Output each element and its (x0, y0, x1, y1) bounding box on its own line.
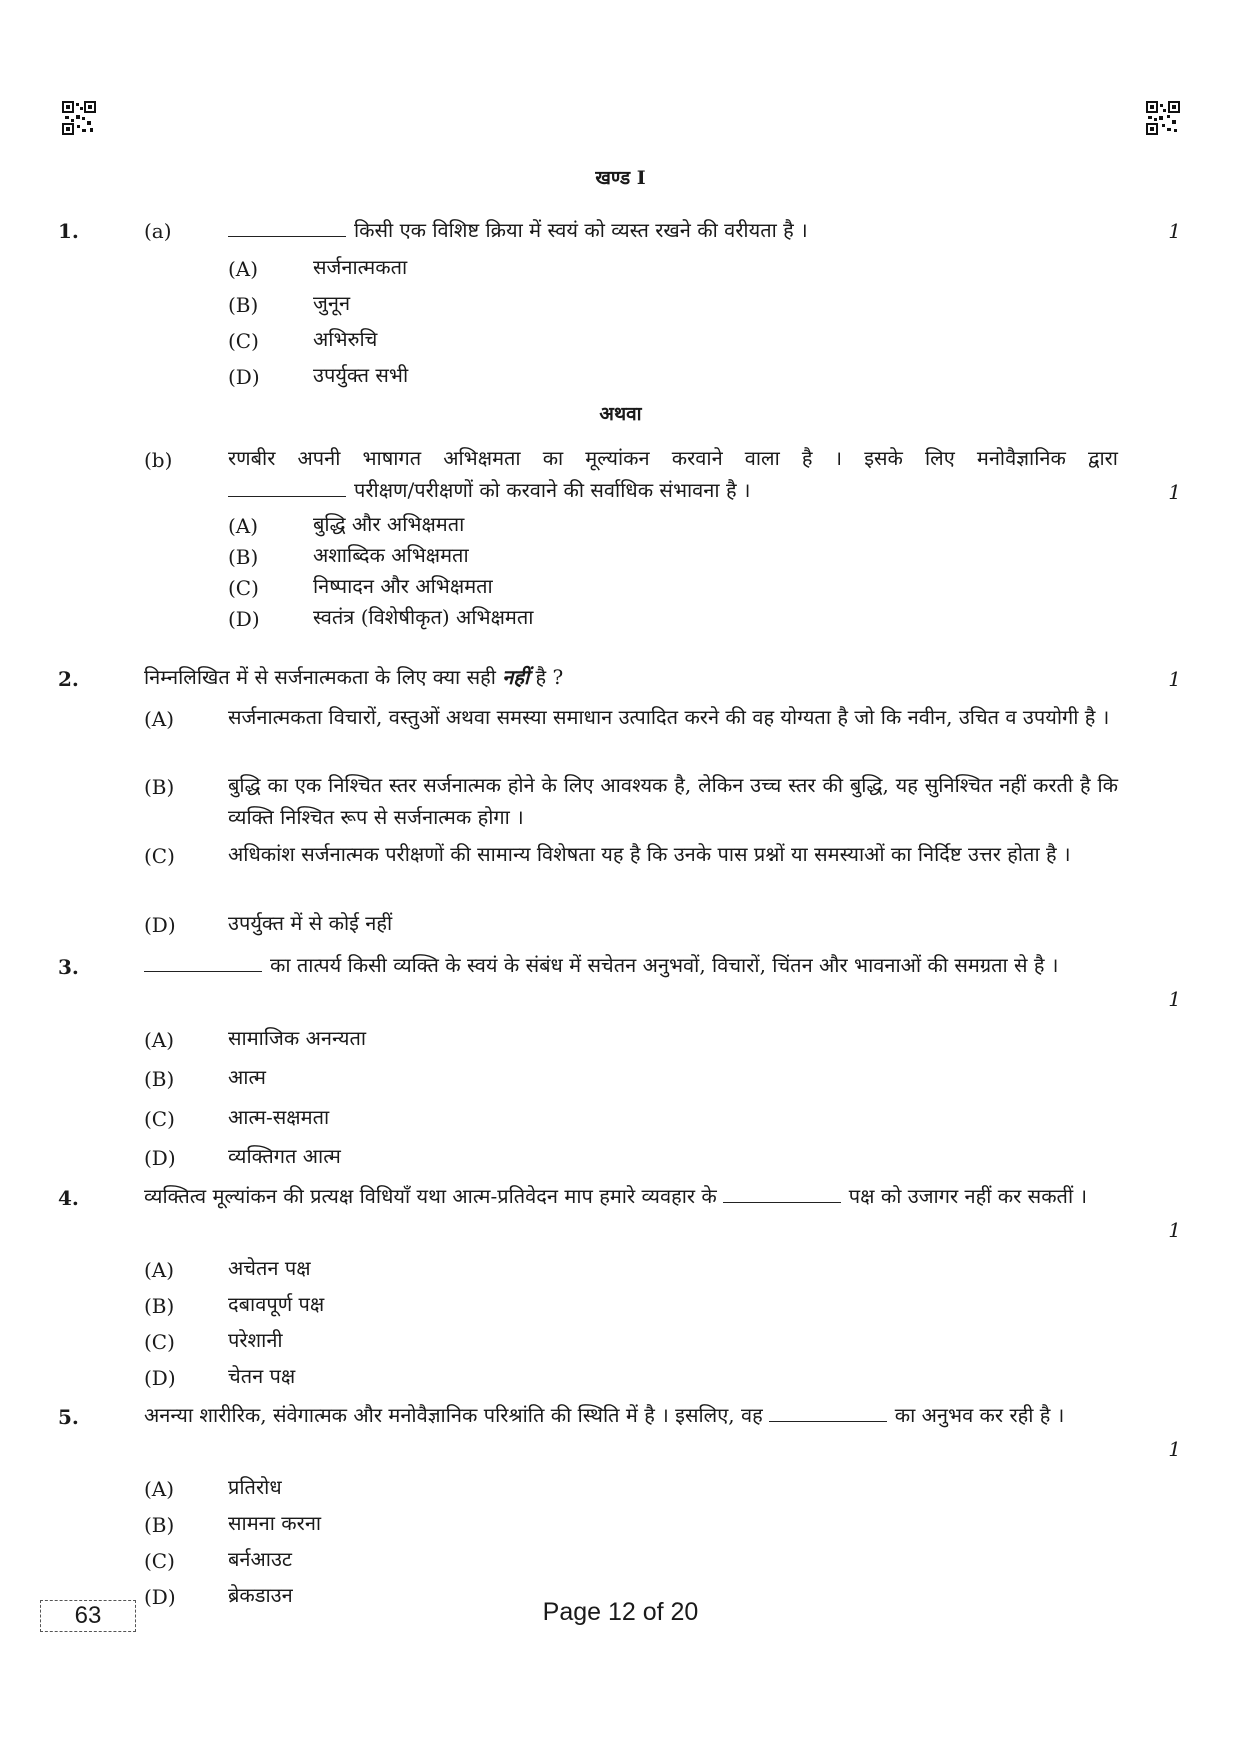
question-number: 2. (58, 667, 79, 691)
option-label: (B) (144, 1067, 175, 1091)
option-text: आत्म-सक्षमता (228, 1105, 330, 1129)
option-label: (D) (144, 1366, 176, 1390)
option-text: अभिरुचि (313, 327, 378, 351)
option-text: बर्नआउट (228, 1547, 292, 1571)
option-label: (A) (144, 1258, 175, 1282)
fill-blank (228, 478, 346, 497)
fill-blank (769, 1403, 887, 1422)
question-text: अनन्या शारीरिक, संवेगात्मक और मनोवैज्ञानिक परिश्रांति की स्थिति में है । इसलिए, वह का अनुभव कर रही है । (144, 1403, 1065, 1427)
question-number: 5. (58, 1405, 79, 1429)
option-text: परेशानी (228, 1328, 283, 1352)
option-text: चेतन पक्ष (228, 1364, 296, 1388)
qr-code-right (1146, 101, 1180, 135)
question-text: का तात्पर्य किसी व्यक्ति के स्वयं के संबंध में सचेतन अनुभवों, विचारों, चिंतन और भावनाओं की समग्रता से है । (144, 949, 1118, 981)
option-label: (C) (144, 1107, 175, 1131)
option-text: प्रतिरोध (228, 1475, 282, 1499)
option-text: उपर्युक्त में से कोई नहीं (228, 911, 393, 935)
question-number: 3. (58, 955, 79, 979)
option-text: सर्जनात्मकता विचारों, वस्तुओं अथवा समस्या समाधान उत्पादित करने की वह योग्यता है जो कि नवीन, उचित व उपयोगी है । (228, 705, 1110, 729)
question-number: 4. (58, 1186, 79, 1210)
option-label: (C) (144, 1330, 175, 1354)
fill-blank (723, 1184, 841, 1203)
option-text: ब्रेकडाउन (228, 1583, 293, 1607)
option-text: अधिकांश सर्जनात्मक परीक्षणों की सामान्य विशेषता यह है कि उनके पास प्रश्नों या समस्याओं का निर्दिष्ट उत्तर होता है । (228, 842, 1071, 866)
marks: 1 (1168, 1218, 1181, 1242)
option-text: सामाजिक अनन्यता (228, 1026, 367, 1050)
option-text: बुद्धि का एक निश्चित स्तर सर्जनात्मक होने के लिए आवश्यक है, लेकिन उच्च स्तर की बुद्धि, यह सुनिश्चित नहीं करती है कि व्यक्ति निश्चित रूप से सर्जनात्मक होगा । (228, 773, 1118, 829)
section-title: खण्ड I (595, 167, 646, 189)
page-number: Page 12 of 20 (542, 1598, 699, 1626)
option-label: (C) (228, 329, 259, 353)
marks: 1 (1168, 667, 1181, 691)
option-text: व्यक्तिगत आत्म (228, 1144, 341, 1168)
option-label: (C) (144, 1549, 175, 1573)
sub-question-label: (a) (144, 219, 172, 243)
option-label: (B) (144, 1294, 175, 1318)
option-label: (D) (144, 913, 176, 937)
option-text: निष्पादन और अभिक्षमता (313, 574, 493, 598)
fill-blank (144, 953, 262, 972)
option-label: (D) (144, 1146, 176, 1170)
option-label: (D) (228, 607, 260, 631)
option-label: (A) (228, 514, 259, 538)
marks: 1 (1168, 219, 1181, 243)
question-text: व्यक्तित्व मूल्यांकन की प्रत्यक्ष विधियाँ यथा आत्म-प्रतिवेदन माप हमारे व्यवहार के पक्ष को उजागर नहीं कर सकतीं । (144, 1184, 1088, 1208)
option-text: उपर्युक्त सभी (313, 363, 409, 387)
option-text: सामना करना (228, 1511, 322, 1535)
option-label: (C) (144, 844, 175, 868)
question-text: निम्नलिखित में से सर्जनात्मकता के लिए क्या सही नहीं है ? (144, 665, 564, 689)
option-label: (D) (228, 365, 260, 389)
option-text: सर्जनात्मकता (313, 255, 408, 279)
option-text: दबावपूर्ण पक्ष (228, 1292, 325, 1316)
option-label: (A) (144, 707, 175, 731)
option-text: अचेतन पक्ष (228, 1256, 311, 1280)
marks: 1 (1168, 987, 1181, 1011)
sub-question-label: (b) (144, 448, 173, 472)
marks: 1 (1168, 1437, 1181, 1461)
qr-code-left (62, 101, 96, 135)
option-label: (C) (228, 576, 259, 600)
option-text: अशाब्दिक अभिक्षमता (313, 543, 469, 567)
option-label: (B) (144, 1513, 175, 1537)
question-text: परीक्षण/परीक्षणों को करवाने की सर्वाधिक संभावना है । (228, 474, 1118, 506)
question-number: 1. (58, 219, 79, 243)
option-label: (B) (144, 775, 175, 799)
option-text: स्वतंत्र (विशेषीकृत) अभिक्षमता (313, 605, 534, 629)
option-label: (A) (228, 257, 259, 281)
option-text: जुनून (313, 291, 351, 315)
marks: 1 (1168, 480, 1181, 504)
question-text: किसी एक विशिष्ट क्रिया में स्वयं को व्यस्त रखने की वरीयता है । (228, 214, 1128, 246)
option-label: (D) (144, 1585, 176, 1609)
option-text: बुद्धि और अभिक्षमता (313, 512, 465, 536)
option-text: आत्म (228, 1065, 267, 1089)
question-text: रणबीर अपनी भाषागत अभिक्षमता का मूल्यांकन करवाने वाला है । इसके लिए मनोवैज्ञानिक द्वारा (228, 446, 1118, 470)
option-label: (A) (144, 1477, 175, 1501)
or-label: अथवा (599, 403, 642, 425)
option-label: (A) (144, 1028, 175, 1052)
paper-code: 63 (40, 1600, 136, 1632)
option-label: (B) (228, 545, 259, 569)
option-label: (B) (228, 293, 259, 317)
fill-blank (228, 218, 346, 237)
